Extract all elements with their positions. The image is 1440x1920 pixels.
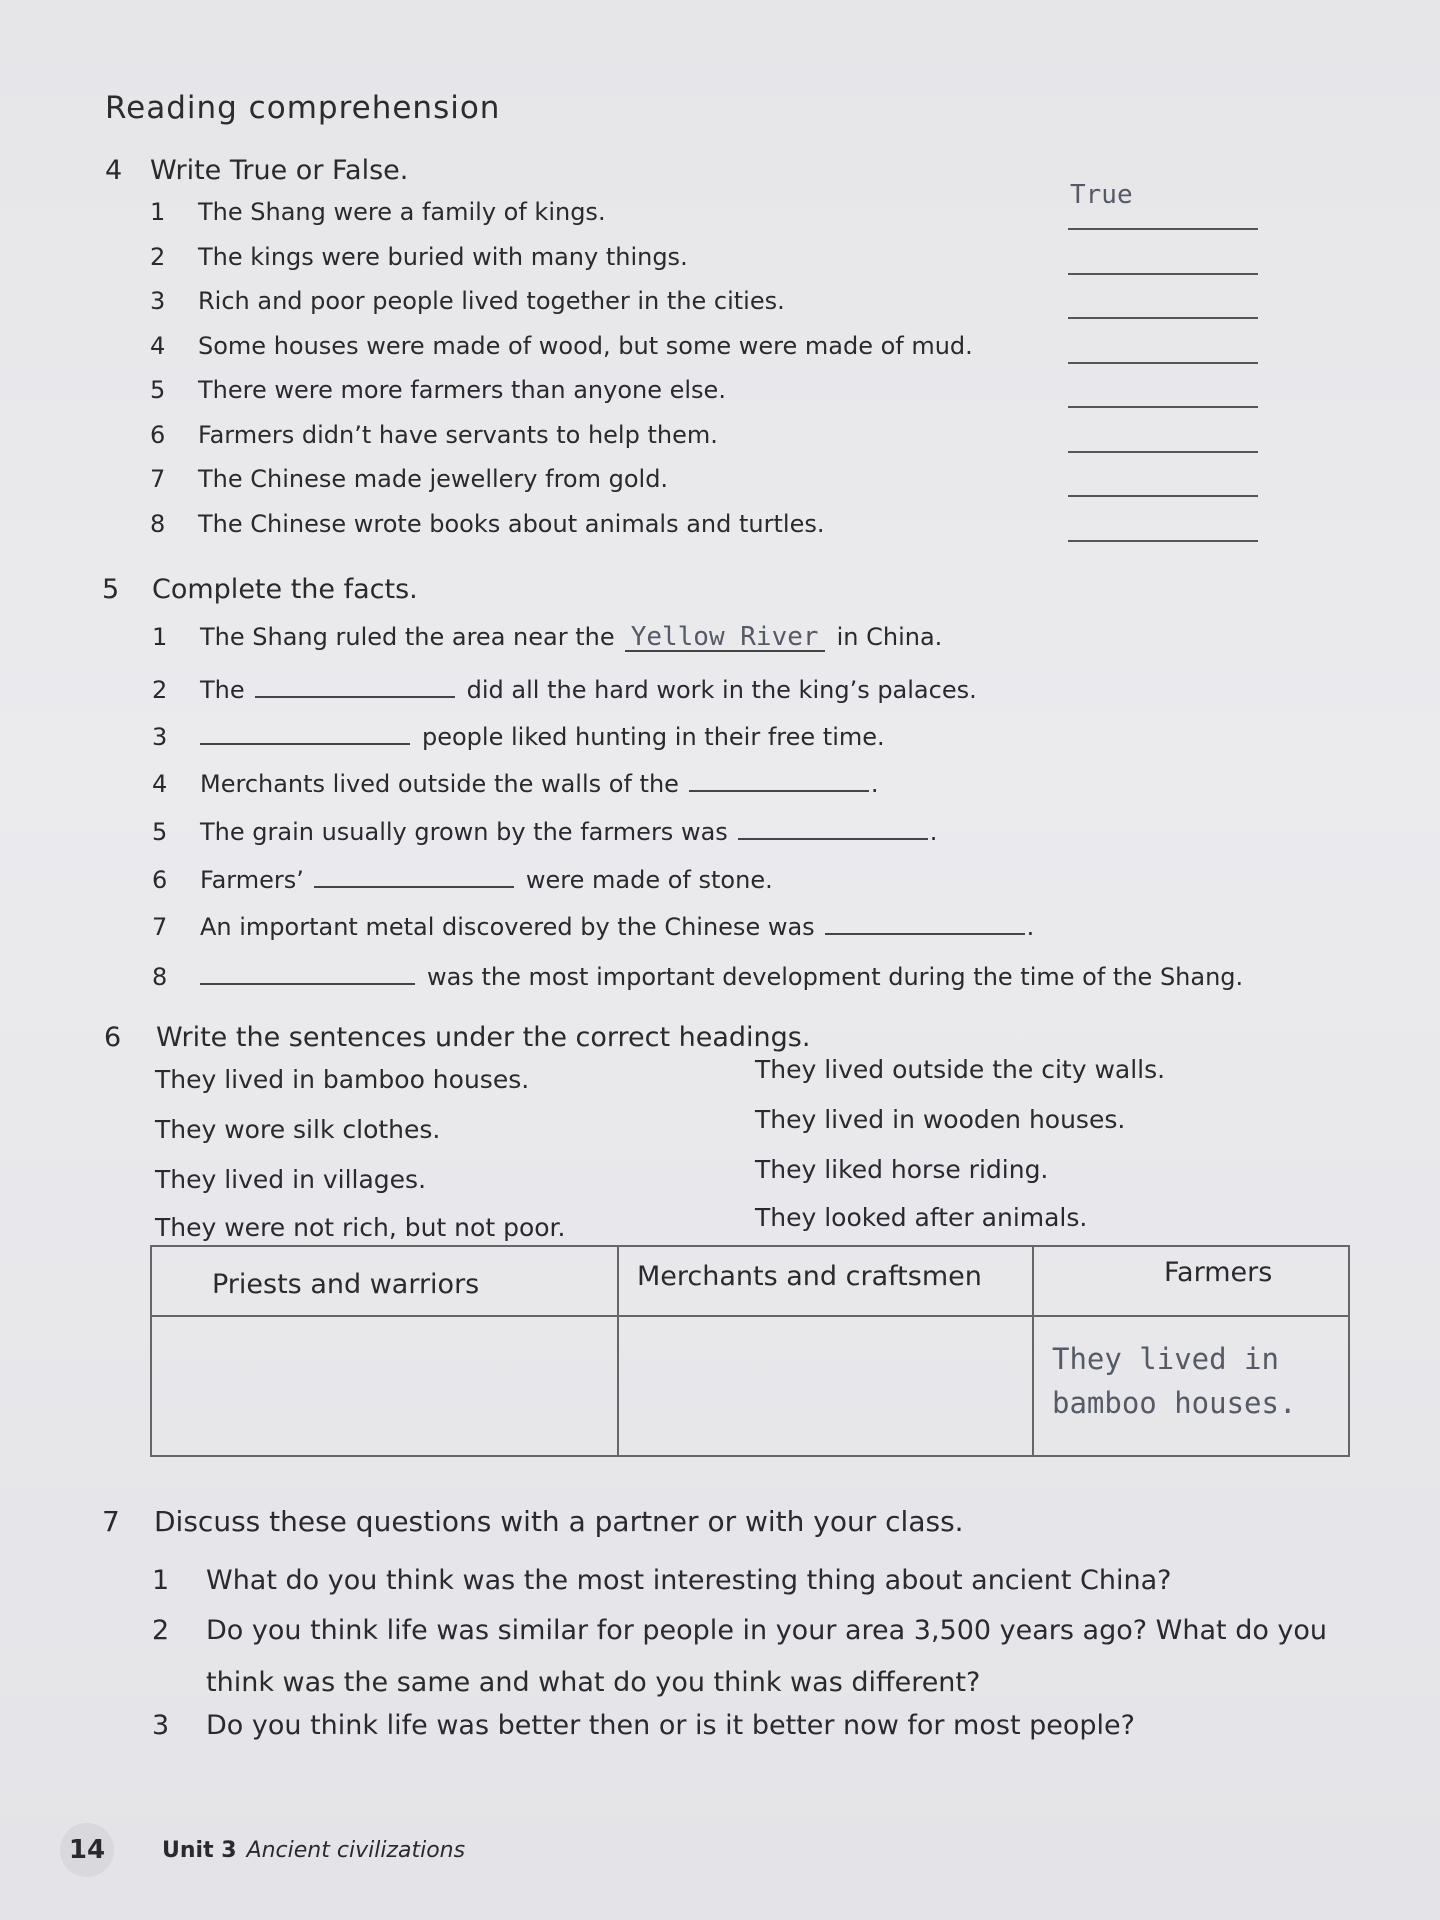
ex5-item-number: 7: [152, 913, 168, 941]
ex4-answer-line[interactable]: [1068, 406, 1258, 408]
handwritten-answer: They lived in bamboo houses.: [1052, 1342, 1297, 1420]
ex5-text-after: did all the hard work in the king’s palaces.: [466, 676, 977, 704]
ex5-item-number: 2: [152, 676, 168, 704]
headings-table: [150, 1245, 1350, 1457]
ex5-blank[interactable]: [689, 762, 869, 792]
ex4-item-number: 1: [150, 198, 166, 226]
ex5-text-after: .: [1026, 913, 1035, 941]
ex4-answer-line[interactable]: [1068, 273, 1258, 275]
ex5-instruction: Complete the facts.: [152, 574, 418, 605]
sentence-option: They were not rich, but not poor.: [155, 1213, 566, 1242]
ex5-blank[interactable]: [255, 668, 455, 698]
ex5-text-after: people liked hunting in their free time.: [422, 723, 885, 751]
ex4-item-number: 5: [150, 376, 166, 404]
section-title: Reading comprehension: [105, 90, 501, 126]
ex5-text-after: was the most important development during the time of the Shang.: [427, 963, 1244, 991]
ex5-item: [152, 622, 942, 652]
answer-cell-farmers[interactable]: [1033, 1316, 1349, 1456]
ex7-question-number: 1: [152, 1565, 170, 1596]
ex4-item: [150, 465, 668, 493]
table-header-cell: [618, 1246, 1033, 1316]
ex5-text-before: The Shang ruled the area near the: [200, 623, 615, 651]
ex4-item-text: Rich and poor people lived together in the cities.: [198, 287, 785, 315]
page-number: 14: [68, 1835, 106, 1865]
ex5-blank[interactable]: [200, 715, 410, 745]
ex7-question-number: 2: [152, 1615, 170, 1646]
ex5-text-after: .: [929, 818, 938, 846]
ex5-blank[interactable]: [314, 858, 514, 888]
sentence-option: They lived in bamboo houses.: [155, 1065, 530, 1094]
ex5-item: [152, 810, 937, 846]
ex4-answer-line[interactable]: [1068, 540, 1258, 542]
ex5-item-number: 4: [152, 770, 168, 798]
ex4-item-text: The Chinese wrote books about animals and turtles.: [198, 510, 825, 538]
ex4-item-number: 3: [150, 287, 166, 315]
ex4-item: [150, 287, 785, 315]
sentence-option: They lived outside the city walls.: [755, 1055, 1166, 1084]
page-footer: [60, 1823, 465, 1877]
ex5-item: [152, 955, 1243, 991]
ex4-answer: True: [1070, 180, 1133, 210]
ex4-answer-line[interactable]: [1068, 495, 1258, 497]
ex5-item-number: 1: [152, 623, 168, 651]
ex5-text-after: .: [870, 770, 879, 798]
ex5-item: [152, 668, 977, 704]
ex4-answer-line[interactable]: [1068, 228, 1258, 230]
ex7-heading: [102, 1505, 964, 1538]
ex5-text-before: Farmers’: [200, 866, 304, 894]
ex5-item-number: 3: [152, 723, 168, 751]
ex5-text-before: The grain usually grown by the farmers was: [200, 818, 728, 846]
ex4-answer-line[interactable]: [1068, 451, 1258, 453]
page-number-badge: [60, 1823, 114, 1877]
ex7-number: 7: [102, 1505, 120, 1538]
ex7-question: [152, 1555, 1342, 1607]
ex5-item-number: 5: [152, 818, 168, 846]
unit-label: Unit 3: [162, 1837, 237, 1863]
ex5-blank[interactable]: Yellow River: [625, 622, 825, 652]
ex4-instruction: Write True or False.: [150, 155, 409, 186]
ex4-item: [150, 243, 688, 271]
sentence-option: They wore silk clothes.: [155, 1115, 441, 1144]
ex4-answer-line[interactable]: [1068, 362, 1258, 364]
ex4-item-text: The Chinese made jewellery from gold.: [198, 465, 669, 493]
answer-cell-merchants[interactable]: [618, 1316, 1033, 1456]
ex5-text-after: in China.: [836, 623, 943, 651]
ex5-number: 5: [102, 574, 120, 605]
ex4-item-text: The Shang were a family of kings.: [198, 198, 606, 226]
ex4-item-text: The kings were buried with many things.: [198, 243, 688, 271]
ex4-item: [150, 332, 973, 360]
ex5-item: [152, 762, 879, 798]
ex4-item-text: Farmers didn’t have servants to help them.: [198, 421, 718, 449]
ex4-item-number: 8: [150, 510, 166, 538]
ex7-instruction: Discuss these questions with a partner or with your class.: [154, 1505, 964, 1538]
ex5-blank[interactable]: [200, 955, 415, 985]
table-header-cell: [1033, 1246, 1349, 1316]
ex7-question-text: What do you think was the most interesting thing about ancient China?: [206, 1565, 1172, 1596]
ex5-item-number: 8: [152, 963, 168, 991]
ex4-item: [150, 198, 606, 226]
ex7-question-text: Do you think life was better then or is it better now for most people?: [206, 1710, 1135, 1741]
header-priests-warriors: Priests and warriors: [212, 1269, 480, 1300]
ex5-heading: [102, 574, 418, 605]
ex4-number: 4: [105, 155, 123, 186]
ex5-item-number: 6: [152, 866, 168, 894]
sentence-option: They looked after animals.: [755, 1203, 1088, 1232]
ex4-item-number: 4: [150, 332, 166, 360]
ex7-question: [152, 1605, 1342, 1709]
ex4-answer-line[interactable]: [1068, 317, 1258, 319]
ex4-item: [150, 510, 824, 538]
header-farmers: Farmers: [1164, 1257, 1273, 1288]
unit-title: Ancient civilizations: [246, 1837, 466, 1863]
ex4-item: [150, 421, 718, 449]
ex4-item: [150, 376, 726, 404]
ex6-heading: [104, 1022, 810, 1053]
sentence-option: They lived in wooden houses.: [755, 1105, 1126, 1134]
ex5-item: [152, 715, 885, 751]
ex7-question: [152, 1700, 1342, 1752]
ex5-text-before: Merchants lived outside the walls of the: [200, 770, 679, 798]
answer-cell-priests[interactable]: [151, 1316, 618, 1456]
ex6-instruction: Write the sentences under the correct headings.: [156, 1022, 811, 1053]
ex4-item-text: Some houses were made of wood, but some were made of mud.: [198, 332, 973, 360]
ex5-text-after: were made of stone.: [525, 866, 773, 894]
ex6-number: 6: [104, 1022, 122, 1053]
ex4-item-number: 6: [150, 421, 166, 449]
sentence-option: They liked horse riding.: [755, 1155, 1049, 1184]
ex4-item-text: There were more farmers than anyone else.: [198, 376, 726, 404]
ex5-text-before: An important metal discovered by the Chinese was: [200, 913, 815, 941]
ex5-blank[interactable]: [738, 810, 928, 840]
ex5-blank[interactable]: [825, 905, 1025, 935]
header-merchants-craftsmen: Merchants and craftsmen: [637, 1261, 982, 1292]
ex7-question-number: 3: [152, 1710, 170, 1741]
table-header-cell: [151, 1246, 618, 1316]
ex5-text-before: The: [200, 676, 245, 704]
ex4-heading: [105, 155, 408, 186]
ex5-item: [152, 858, 773, 894]
ex5-item: [152, 905, 1034, 941]
sentence-option: They lived in villages.: [155, 1165, 427, 1194]
ex4-item-number: 7: [150, 465, 166, 493]
ex4-item-number: 2: [150, 243, 166, 271]
ex7-question-text: Do you think life was similar for people in your area 3,500 years ago? What do you think was the same and what do you think was different?: [206, 1615, 1328, 1698]
